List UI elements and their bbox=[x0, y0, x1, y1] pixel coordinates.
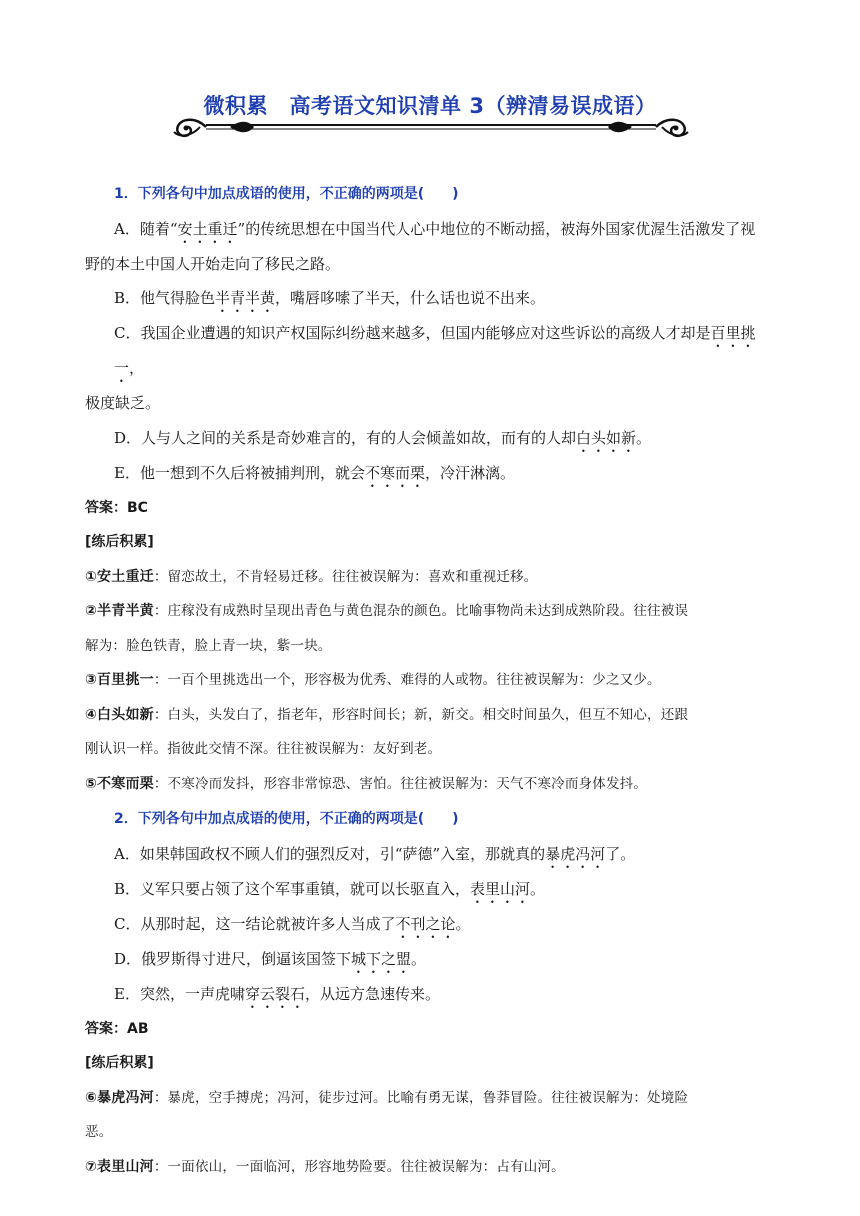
q1-practice-heading: [练后积累] bbox=[85, 534, 154, 550]
question-1-stem: 1．下列各句中加点成语的使用，不正确的两项是( ) bbox=[114, 186, 459, 202]
q2-option-d: D．俄罗斯得寸进尺，倒逼该国签下城下之盟。 bbox=[114, 949, 427, 968]
note-4: ④白头如新：白头，头发白了，指老年，形容时间长；新，新交。相交时间虽久，但互不知心，还跟 bbox=[85, 706, 689, 723]
q1-option-a-cont: 野的本土中国人开始走向了移民之路。 bbox=[85, 254, 341, 273]
dotted-idiom: 穿云裂石 bbox=[244, 984, 305, 1003]
dotted-idiom: 暴虎冯河 bbox=[545, 844, 606, 863]
q2-practice-heading: [练后积累] bbox=[85, 1055, 154, 1071]
dotted-idiom: 城下之盟 bbox=[351, 949, 412, 968]
q1-option-c: C．我国企业遭遇的知识产权国际纠纷越来越多，但国内能够应对这些诉讼的高级人才却是百里挑一， bbox=[114, 324, 756, 377]
note-5: ⑤不寒而栗：不寒冷而发抖，形容非常惊恐、害怕。往往被误解为：天气不寒冷而身体发抖。 bbox=[85, 775, 648, 792]
document-body bbox=[85, 176, 778, 1184]
note-7: ⑦表里山河：一面依山，一面临河，形容地势险要。往往被误解为：占有山河。 bbox=[85, 1158, 565, 1175]
note-6: ⑥暴虎冯河：暴虎，空手搏虎；冯河，徒步过河。比喻有勇无谋，鲁莽冒险。往往被误解为：处境险 bbox=[85, 1089, 689, 1106]
question-1 bbox=[114, 176, 778, 212]
q1-answer: 答案：BC bbox=[85, 499, 148, 516]
note-3: ③百里挑一：一百个里挑选出一个，形容极为优秀、难得的人或物。往往被误解为：少之又少。 bbox=[85, 672, 661, 688]
dotted-idiom: 安土重迁 bbox=[177, 219, 238, 238]
dotted-idiom: 不刊之论 bbox=[395, 914, 456, 933]
q2-option-a: A．如果韩国政权不顾人们的强烈反对，引“萨德”入室，那就真的暴虎冯河了。 bbox=[114, 844, 636, 863]
q1-option-b: B．他气得脸色半青半黄，嘴唇哆嗦了半天，什么话也说不出来。 bbox=[114, 289, 546, 307]
question-2-stem: 2．下列各句中加点成语的使用，不正确的两项是( ) bbox=[114, 811, 459, 827]
dotted-idiom: 白头如新 bbox=[576, 428, 637, 447]
note-1: ①安土重迁：留恋故土，不肯轻易迁移。往往被误解为：喜欢和重视迁移。 bbox=[85, 568, 538, 585]
q1-option-c-cont: 极度缺乏。 bbox=[85, 394, 161, 412]
note-6-cont: 恶。 bbox=[85, 1124, 113, 1140]
q2-option-b: B．义军只要占领了这个军事重镇，就可以长驱直入，表里山河。 bbox=[114, 879, 546, 898]
note-2-cont: 解为：脸色铁青，脸上青一块，紫一块。 bbox=[85, 637, 332, 654]
title-ornament bbox=[170, 114, 692, 144]
question-2 bbox=[114, 801, 778, 837]
dotted-idiom: 百里挑一 bbox=[114, 324, 756, 377]
note-4-cont: 刚认识一样。指彼此交情不深。往往被误解为：友好到老。 bbox=[85, 741, 442, 757]
dotted-idiom: 半青半黄 bbox=[215, 289, 276, 307]
q2-answer: 答案：AB bbox=[85, 1020, 149, 1037]
q1-option-d: D．人与人之间的关系是奇妙难言的，有的人会倾盖如故，而有的人却白头如新。 bbox=[114, 428, 652, 447]
dotted-idiom: 不寒而栗 bbox=[364, 463, 425, 482]
q2-option-e: E．突然，一声虎啸穿云裂石，从远方急速传来。 bbox=[114, 984, 440, 1003]
q2-option-c: C．从那时起，这一结论就被许多人当成了不刊之论。 bbox=[114, 914, 471, 933]
dotted-idiom: 表里山河 bbox=[470, 879, 531, 898]
q1-option-a: A．随着“安土重迁”的传统思想在中国当代人心中地位的不断动摇，被海外国家优渥生活激发了视 bbox=[114, 219, 756, 238]
q1-option-e: E．他一想到不久后将被捕判刑，就会不寒而栗，冷汗淋漓。 bbox=[114, 463, 515, 482]
note-2: ②半青半黄：庄稼没有成熟时呈现出青色与黄色混杂的颜色。比喻事物尚未达到成熟阶段。往往被误 bbox=[85, 603, 689, 619]
page-title: 微积累 高考语文知识清单 3（辨清易误成语） bbox=[203, 94, 657, 118]
